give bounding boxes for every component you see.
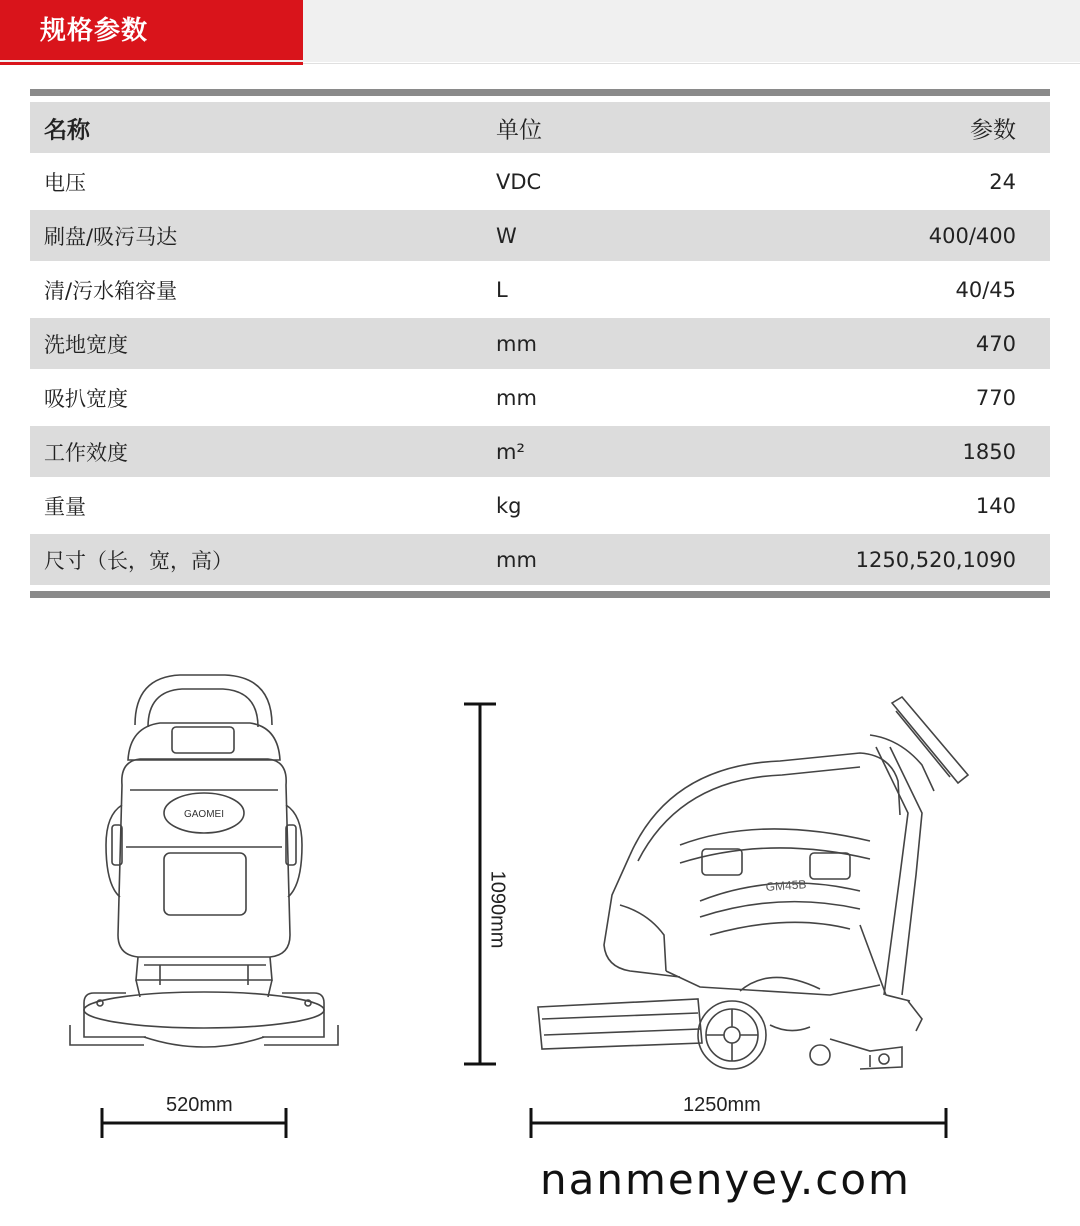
row-name: 洗地宽度 [44,332,128,357]
row-value: 24 [989,169,1016,194]
table-bottom-rule [30,591,1050,598]
table-header-row [30,102,1050,153]
row-name: 电压 [44,170,86,195]
row-unit: mm [496,385,537,410]
header-unit: 单位 [496,117,542,143]
table-row [30,426,1050,477]
row-unit: L [496,277,508,302]
front-brand-badge: GAOMEI [183,809,225,820]
row-value: 140 [975,493,1016,518]
table-row [30,153,1050,210]
side-view-drawing [530,695,980,1080]
row-name: 吸扒宽度 [44,386,128,411]
row-unit: m² [496,439,525,464]
row-name: 清/污水箱容量 [44,278,178,303]
spec-table [30,89,1050,598]
header-value: 参数 [970,117,1016,143]
side-model-badge: GM45B [765,877,807,894]
header-divider [303,63,1080,64]
row-name: 尺寸（长，宽，高） [44,548,233,573]
table-row [30,261,1050,318]
row-value: 1850 [962,439,1016,464]
row-unit: mm [496,547,537,572]
row-unit: mm [496,331,537,356]
header-accent-line [0,62,303,65]
section-header-tab [0,0,303,60]
section-title: 规格参数 [40,16,149,46]
table-row [30,534,1050,585]
table-row [30,210,1050,261]
table-row [30,477,1050,534]
row-unit: W [496,223,517,248]
row-value: 770 [975,385,1016,410]
front-view-drawing [40,665,370,1085]
front-width-label: 520mm [166,1094,233,1116]
row-name: 工作效度 [44,440,128,465]
row-value: 1250,520,1090 [855,547,1016,572]
table-row [30,369,1050,426]
watermark-text: nanmenyey.com [540,1155,911,1204]
row-name: 重量 [44,494,86,519]
row-value: 470 [975,331,1016,356]
row-unit: kg [496,493,522,518]
row-unit: VDC [496,169,542,194]
row-value: 40/45 [955,277,1016,302]
table-top-rule [30,89,1050,96]
height-label: 1090mm [486,870,509,949]
header-name: 名称 [44,117,90,143]
length-label: 1250mm [683,1094,761,1116]
table-row [30,318,1050,369]
row-name: 刷盘/吸污马达 [44,224,178,249]
row-value: 400/400 [928,223,1016,248]
